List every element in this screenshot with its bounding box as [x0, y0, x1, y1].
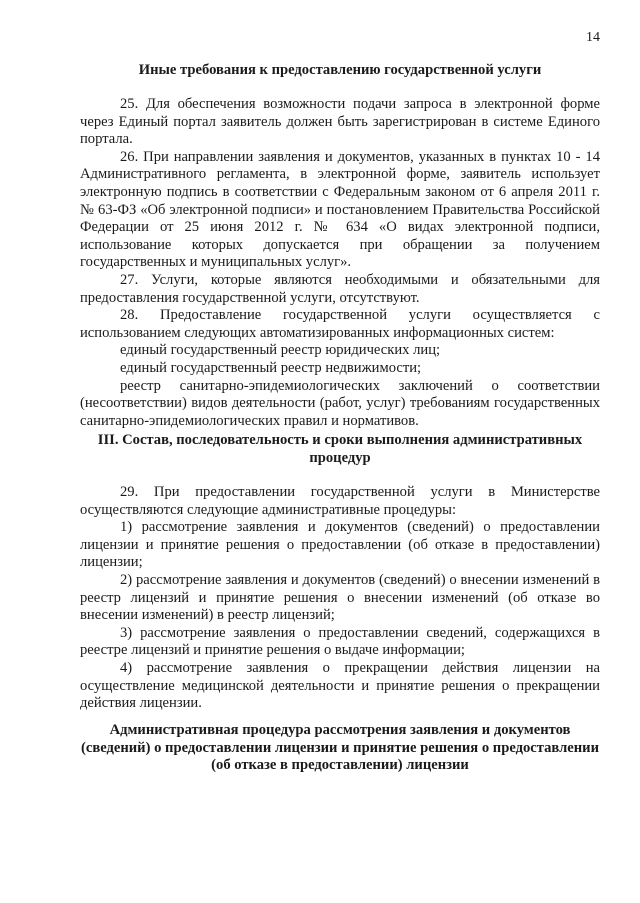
- page-number: 14: [586, 30, 600, 45]
- paragraph-26: 26. При направлении заявления и документов, указанных в пунктах 10 - 14 Административного регламента, в электронной форме, заявитель использует электронную подпись в соответствии с Федеральным законом от 6 апреля 2011 г. № 63-ФЗ «Об электронной подписи» и постановлением Правительства Российской Федерации от 25 июня 2012 г. № 634 «О видах электронной подписи, использование которых допускается при обращении за получением государственных и муниципальных услуг».: [80, 148, 600, 271]
- paragraph-28: 28. Предоставление государственной услуги осуществляется с использованием следующих автоматизированных информационных систем:: [80, 307, 600, 341]
- section-heading-administrative-procedure: Административная процедура рассмотрения заявления и документов (сведений) о предоставлении лицензии и принятие решения о предоставлении (об отказе в предоставлении) лицензии: [81, 722, 599, 774]
- paragraph-29: 29. При предоставлении государственной услуги в Министерстве осуществляются следующие административные процедуры:: [80, 484, 600, 518]
- section-heading-other-requirements: Иные требования к предоставлению государственной услуги: [138, 62, 542, 78]
- procedure-item-1: 1) рассмотрение заявления и документов (сведений) о предоставлении лицензии и принятие решения о предоставлении (об отказе в предоставлении) лицензии;: [80, 519, 600, 571]
- paragraph-25: 25. Для обеспечения возможности подачи запроса в электронной форме через Единый портал заявитель должен быть зарегистрирован в системе Единого портала.: [80, 96, 600, 148]
- procedure-item-4: 4) рассмотрение заявления о прекращении действия лицензии на осуществление медицинской деятельности и принятие решения о прекращении действия лицензии.: [80, 659, 600, 712]
- section-1-body: [80, 96, 600, 430]
- list-item: единый государственный реестр юридических лиц;: [120, 342, 441, 359]
- list-item: единый государственный реестр недвижимости;: [120, 359, 422, 376]
- procedure-item-3: 3) рассмотрение заявления о предоставлении сведений, содержащихся в реестре лицензий и принятие решения о выдаче информации;: [80, 624, 600, 659]
- paragraph-27: 27. Услуги, которые являются необходимыми и обязательными для предоставления государственной услуги, отсутствуют.: [80, 271, 600, 306]
- procedure-item-2: 2) рассмотрение заявления и документов (сведений) о внесении изменений в реестр лицензий и принятие решения о внесении изменений (об отказе во внесении изменений) в реестр лицензий;: [80, 571, 600, 624]
- list-item: реестр санитарно-эпидемиологических заключений о соответствии (несоответствии) видов деятельности (работ, услуг) требованиям государственных санитарно-эпидемиологических правил и нормативов.: [80, 377, 600, 429]
- section-2-body: [80, 484, 600, 713]
- section-heading-iii: III. Состав, последовательность и сроки выполнения административных процедур: [97, 432, 583, 466]
